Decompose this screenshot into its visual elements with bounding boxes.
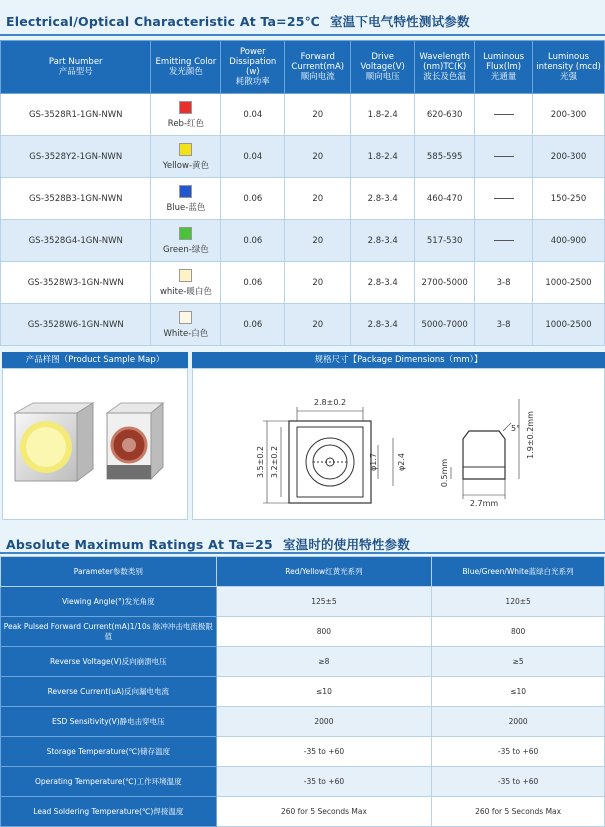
table-row (1, 737, 605, 767)
table-header-row (1, 557, 605, 587)
color-label: Reb-红色 (167, 118, 205, 129)
parameter-name: Lead Soldering Temperature(℃)焊接温度 (1, 797, 217, 827)
luminous-flux (475, 94, 533, 136)
red-yellow-value: 800 (216, 617, 432, 647)
part-number: GS-3528B3-1GN-NWN (1, 178, 151, 220)
part-number: GS-3528G4-1GN-NWN (1, 220, 151, 262)
drive-voltage: 2.8-3.4 (351, 304, 415, 346)
color-swatch-icon (179, 101, 192, 114)
header-parameter: Parameter参数类别 (1, 557, 217, 587)
dim-left-outer-label: 3.5±0.2 (256, 445, 265, 479)
drive-voltage: 1.8-2.4 (351, 94, 415, 136)
parameter-name: ESD Sensitivity(V)静电击穿电压 (1, 707, 217, 737)
parameter-name: Operating Temperature(℃)工作环境温度 (1, 767, 217, 797)
color-swatch-icon (179, 143, 192, 156)
table-row (1, 94, 605, 136)
dim-top-label: 2.8±0.2 (313, 398, 347, 407)
header-voltage: Drive Voltage(V) 顺向电压 (351, 41, 415, 94)
dash-icon (494, 198, 514, 199)
header-blue-green-white: Blue/Green/White蓝绿白光系列 (432, 557, 605, 587)
section-title-electrical (6, 12, 470, 30)
forward-current: 20 (285, 178, 351, 220)
dim-angle-label: 5° (511, 424, 521, 433)
forward-current: 20 (285, 262, 351, 304)
table-header-row (1, 41, 605, 94)
side-view-drawing (451, 399, 519, 499)
luminous-flux: 3-8 (475, 304, 533, 346)
color-swatch-icon (179, 269, 192, 282)
luminous-flux: 3-8 (475, 262, 533, 304)
blue-green-white-value: 2000 (432, 707, 605, 737)
section-title-cn: 室温时的使用特性参数 (282, 537, 410, 552)
header-flux: Luminous Flux(lm) 光通量 (475, 41, 533, 94)
header-current: Forward Current(mA) 顺向电流 (285, 41, 351, 94)
part-number: GS-3528Y2-1GN-NWN (1, 136, 151, 178)
wavelength: 2700-5000 (415, 262, 475, 304)
dash-icon (494, 156, 514, 157)
dim-phi-large-label: φ2.4 (397, 453, 406, 471)
blue-green-white-value: -35 to +60 (432, 737, 605, 767)
dim-side-small-label: 0.5mm (440, 458, 449, 488)
luminous-flux (475, 136, 533, 178)
table-row (1, 767, 605, 797)
table-row (1, 304, 605, 346)
header-emitting-color: Emitting Color 发光颜色 (151, 41, 221, 94)
package-dimensions-drawing (193, 369, 604, 519)
wavelength: 5000-7000 (415, 304, 475, 346)
drive-voltage: 2.8-3.4 (351, 262, 415, 304)
forward-current: 20 (285, 94, 351, 136)
table-row (1, 677, 605, 707)
luminous-intensity: 200-300 (533, 136, 605, 178)
dash-icon (494, 114, 514, 115)
blue-green-white-value: ≥5 (432, 647, 605, 677)
header-intensity: Luminous intensity (mcd) 光强 (533, 41, 605, 94)
parameter-name: Viewing Angle(°)发光角度 (1, 587, 217, 617)
emitting-color (151, 94, 221, 136)
color-label: Blue-蓝色 (166, 202, 206, 213)
emitting-color (151, 220, 221, 262)
header-power: Power Dissipation (w) 耗散功率 (221, 41, 285, 94)
dim-side-height-label: 1.9±0.2mm (526, 411, 535, 459)
parameter-name: Reverse Voltage(V)反向崩溃电压 (1, 647, 217, 677)
color-label: White-白色 (163, 328, 209, 339)
section-title-en: Absolute Maximum Ratings At Ta=25 (6, 537, 273, 552)
emitting-color (151, 304, 221, 346)
header-red-yellow: Red/Yellow红黄光系列 (216, 557, 432, 587)
color-swatch-icon (179, 185, 192, 198)
part-number: GS-3528W6-1GN-NWN (1, 304, 151, 346)
part-number: GS-3528W3-1GN-NWN (1, 262, 151, 304)
header-wavelength: Wavelength (nm)TC(K) 波长及色温 (415, 41, 475, 94)
emitting-color (151, 262, 221, 304)
part-number: GS-3528R1-1GN-NWN (1, 94, 151, 136)
blue-green-white-value: 120±5 (432, 587, 605, 617)
luminous-flux (475, 178, 533, 220)
parameter-name: Reverse Current(uA)反向漏电电流 (1, 677, 217, 707)
section-title-cn: 室温下电气特性测试参数 (329, 14, 470, 29)
red-yellow-value: -35 to +60 (216, 737, 432, 767)
power-dissipation: 0.06 (221, 304, 285, 346)
color-swatch-icon (179, 227, 192, 240)
led-sample-image (3, 369, 187, 519)
power-dissipation: 0.06 (221, 178, 285, 220)
forward-current: 20 (285, 220, 351, 262)
drive-voltage: 2.8-3.4 (351, 178, 415, 220)
table-row (1, 617, 605, 647)
sample-map-header: 产品样图（Product Sample Map） (2, 352, 188, 368)
dimensions-panel (192, 368, 605, 520)
wavelength: 460-470 (415, 178, 475, 220)
color-label: white-暖白色 (159, 286, 212, 297)
red-yellow-value: 2000 (216, 707, 432, 737)
dim-phi-small-label: φ1.7 (369, 453, 378, 471)
red-yellow-value: ≤10 (216, 677, 432, 707)
forward-current: 20 (285, 304, 351, 346)
blue-green-white-value: 260 for 5 Seconds Max (432, 797, 605, 827)
section-divider (0, 34, 605, 36)
table-row (1, 707, 605, 737)
luminous-intensity: 150-250 (533, 178, 605, 220)
red-yellow-value: -35 to +60 (216, 767, 432, 797)
color-label: Green-绿色 (163, 244, 209, 255)
header-part-number: Part Number 产品型号 (1, 41, 151, 94)
luminous-intensity: 200-300 (533, 94, 605, 136)
table-row (1, 136, 605, 178)
blue-green-white-value: 800 (432, 617, 605, 647)
color-label: Yellow-黄色 (162, 160, 210, 171)
parameter-name: Peak Pulsed Forward Current(mA)1/10s 脉冲冲击电流极限值 (1, 617, 217, 647)
color-swatch-icon (179, 311, 192, 324)
drive-voltage: 2.8-3.4 (351, 220, 415, 262)
table-row (1, 797, 605, 827)
dim-left-inner-label: 3.2±0.2 (270, 445, 279, 479)
table-row (1, 178, 605, 220)
luminous-intensity: 400-900 (533, 220, 605, 262)
table-row (1, 647, 605, 677)
table-row (1, 262, 605, 304)
wavelength: 585-595 (415, 136, 475, 178)
power-dissipation: 0.04 (221, 94, 285, 136)
dim-side-bottom-label: 2.7mm (469, 499, 499, 508)
emitting-color (151, 136, 221, 178)
parameter-name: Storage Temperature(℃)储存温度 (1, 737, 217, 767)
forward-current: 20 (285, 136, 351, 178)
luminous-flux (475, 220, 533, 262)
wavelength: 620-630 (415, 94, 475, 136)
section-title-en: Electrical/Optical Characteristic At Ta=25℃ (6, 14, 320, 29)
emitting-color (151, 178, 221, 220)
drive-voltage: 1.8-2.4 (351, 136, 415, 178)
dimensions-header: 规格尺寸【Package Dimensions（mm）】 (192, 352, 605, 368)
power-dissipation: 0.04 (221, 136, 285, 178)
power-dissipation: 0.06 (221, 220, 285, 262)
led-front-icon (15, 403, 93, 481)
red-yellow-value: ≥8 (216, 647, 432, 677)
dash-icon (494, 240, 514, 241)
red-yellow-value: 125±5 (216, 587, 432, 617)
characteristic-table (0, 40, 605, 346)
red-yellow-value: 260 for 5 Seconds Max (216, 797, 432, 827)
blue-green-white-value: -35 to +60 (432, 767, 605, 797)
sample-map-panel (2, 368, 188, 520)
table-row (1, 587, 605, 617)
luminous-intensity: 1000-2500 (533, 262, 605, 304)
ratings-table (0, 556, 605, 827)
led-back-icon (107, 403, 163, 479)
luminous-intensity: 1000-2500 (533, 304, 605, 346)
power-dissipation: 0.06 (221, 262, 285, 304)
table-row (1, 220, 605, 262)
blue-green-white-value: ≤10 (432, 677, 605, 707)
wavelength: 517-530 (415, 220, 475, 262)
section-title-ratings (6, 535, 410, 553)
section-divider (0, 552, 605, 554)
